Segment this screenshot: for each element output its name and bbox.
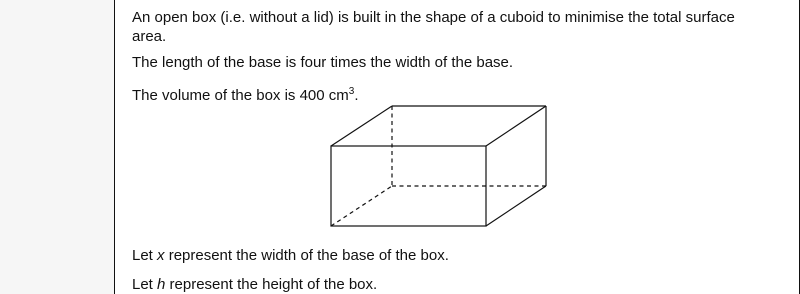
let-h-rest: represent the height of the box. [165,276,378,293]
cuboid-top-left-edge [331,106,392,146]
volume-text [132,82,772,105]
let-h-text [132,275,772,294]
variable-x: x [157,247,165,264]
question-panel [114,0,800,294]
let-x-text [132,246,772,265]
cuboid-top-right-edge [486,106,546,146]
volume-text-main: The volume of the box is 400 cm [132,87,349,104]
cuboid-hidden-left-bottom-edge [331,186,392,226]
let-h-prefix: Let [132,276,158,293]
cuboid-bottom-right-edge [486,186,546,226]
base-relation-text: The length of the base is four times the width of the base. [132,54,514,71]
intro-text: An open box (i.e. without a lid) is built in the shape of a cuboid to minimise the total surface area. [132,9,735,45]
volume-exponent: 3 [348,86,355,97]
volume-text-end: . [354,87,359,104]
let-x-rest: represent the width of the base of the box. [164,247,449,264]
let-x-prefix: Let [132,247,158,264]
variable-h: h [157,276,166,293]
cuboid-diagram [330,104,550,230]
